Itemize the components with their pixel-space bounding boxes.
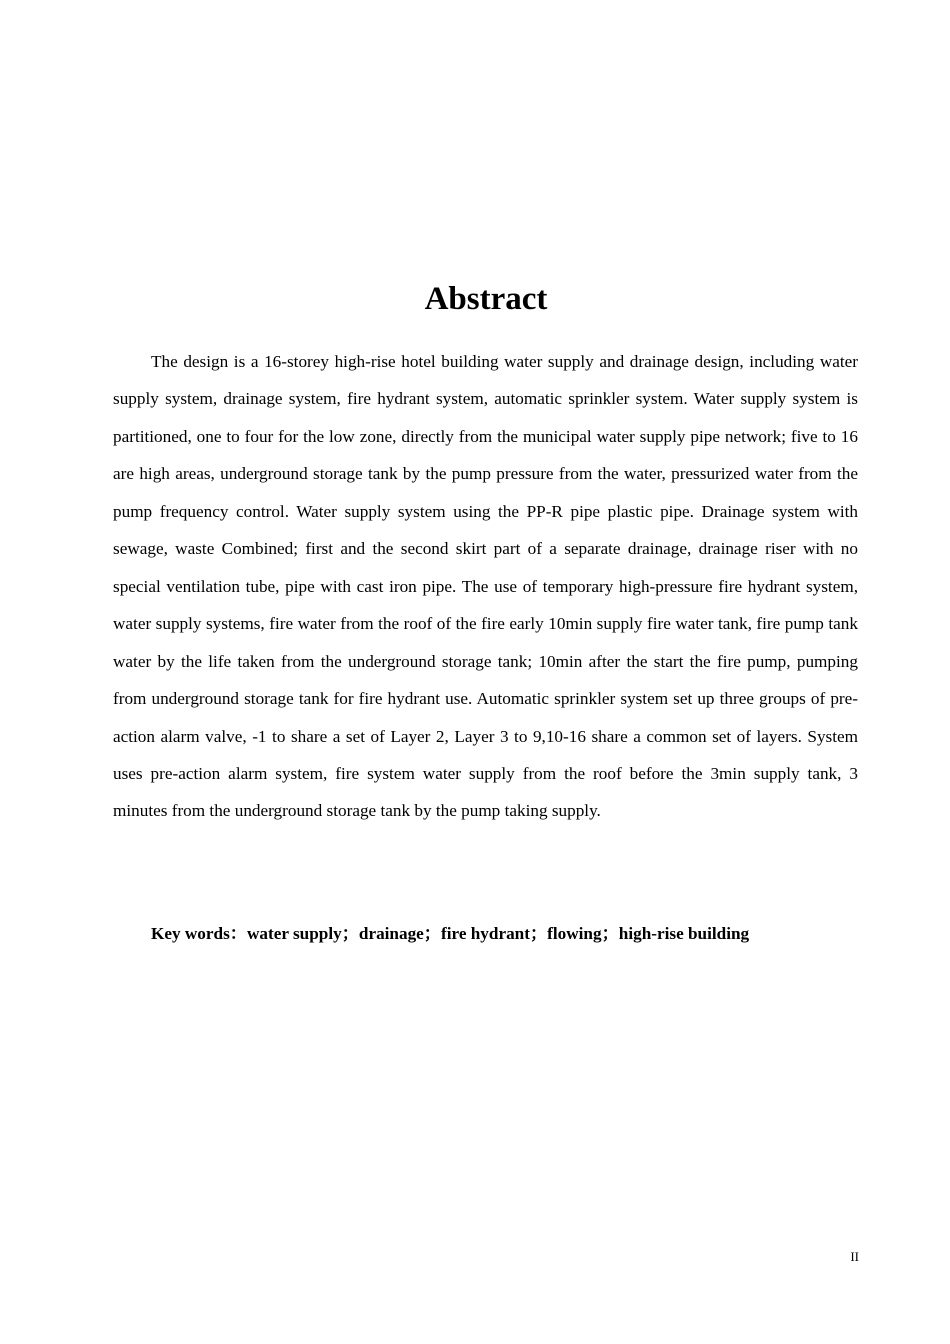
keywords-label: Key words bbox=[151, 924, 230, 943]
keywords-list: water supply；drainage；fire hydrant；flowing；high-rise building bbox=[246, 924, 750, 943]
abstract-paragraph: The design is a 16-storey high-rise hotel building water supply and drainage design, including water supply system, drainage system, fire hydrant system, automatic sprinkler system. Water supply system is partitioned, one to four for the low zone, directly from the municipal water supply pipe network; five to 16 are high areas, underground storage tank by the pump pressure from the water, pressurized water from the pump frequency control. Water supply system using the PP-R pipe plastic pipe. Drainage system with sewage, waste Combined; first and the second skirt part of a separate drainage, drainage riser with no special ventilation tube, pipe with cast iron pipe. The use of temporary high-pressure fire hydrant system, water supply systems, fire water from the roof of the fire early 10min supply fire water tank, fire pump tank water by the life taken from the underground storage tank; 10min after the start the fire pump, pumping from underground storage tank for fire hydrant use. Automatic sprinkler system set up three groups of pre-action alarm valve, -1 to share a set of Layer 2, Layer 3 to 9,10-16 share a common set of layers. System uses pre-action alarm system, fire system water supply from the roof before the 3min supply tank, 3 minutes from the underground storage tank by the pump taking supply. bbox=[113, 352, 858, 821]
page-title: Abstract bbox=[424, 281, 548, 317]
keywords-colon: ： bbox=[229, 924, 247, 943]
keywords-line bbox=[151, 918, 871, 950]
page-number: II bbox=[850, 1249, 859, 1264]
